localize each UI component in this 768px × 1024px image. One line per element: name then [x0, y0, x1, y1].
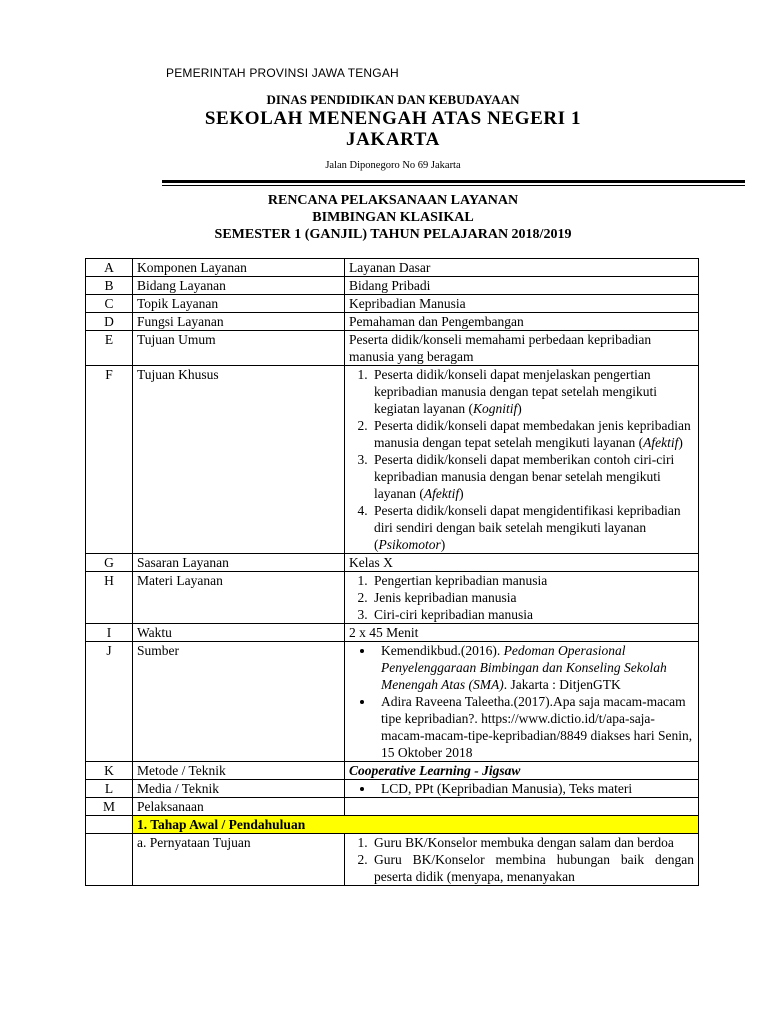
plan-table [85, 258, 699, 886]
letterhead-rule-thin [162, 185, 745, 186]
list-item-domain: Afektif [423, 486, 460, 501]
table-row [86, 313, 699, 331]
list-item: • Adira Raveena Taleetha.(2017).Apa saja macam-macam tipe kepribadian?. https://www.dictio.id/t/apa-saja-macam-macam-tipe-kepribadian/8849 diakses hari Senin, 15 Oktober 2018 [375, 693, 694, 761]
document-title-line2: BIMBINGAN KLASIKAL [312, 210, 474, 225]
row-label: Bidang Layanan [133, 277, 345, 295]
row-value: Pemahaman dan Pengembangan [345, 313, 699, 331]
row-code: B [86, 277, 133, 295]
row-code: D [86, 313, 133, 331]
list-item [371, 366, 694, 417]
row-label: Metode / Teknik [133, 762, 345, 780]
list-item-text: Peserta didik/konseli dapat membedakan jenis kepribadian manusia dengan tepat setelah mengikuti layanan ( [374, 418, 691, 450]
list-item: 1. Pengertian kepribadian manusia [371, 572, 694, 589]
row-value: 2 x 45 Menit [345, 624, 699, 642]
row-code: H [86, 572, 133, 624]
list-item: 3. Ciri-ciri kepribadian manusia [371, 606, 694, 623]
row-label: Tujuan Umum [133, 331, 345, 366]
list-item-text: Peserta didik/konseli dapat menjelaskan pengertian kepribadian manusia dengan tepat setelah mengikuti kegiatan layanan ( [374, 367, 658, 416]
row-code [86, 816, 133, 834]
row-label: Sasaran Layanan [133, 554, 345, 572]
activity-list [349, 834, 694, 885]
objectives-list [349, 366, 694, 553]
row-value: Bidang Pribadi [345, 277, 699, 295]
table-row [86, 295, 699, 313]
list-item [371, 502, 694, 553]
row-value: Layanan Dasar [345, 259, 699, 277]
row-label: Media / Teknik [133, 780, 345, 798]
row-value [345, 834, 699, 886]
row-value [345, 366, 699, 554]
row-code: K [86, 762, 133, 780]
table-row [86, 331, 699, 366]
row-value: Peserta didik/konseli memahami perbedaan kepribadian manusia yang beragam [345, 331, 699, 366]
province-header: PEMERINTAH PROVINSI JAWA TENGAH [166, 66, 399, 80]
row-label: Pelaksanaan [133, 798, 345, 816]
school-name [0, 108, 768, 150]
school-name-line2: JAKARTA [346, 129, 440, 150]
row-code [86, 834, 133, 886]
stage-heading-label: 1. Tahap Awal / Pendahuluan [137, 817, 306, 832]
list-item-tail: ) [440, 537, 446, 552]
media-list [349, 780, 694, 797]
row-value: Cooperative Learning - Jigsaw [345, 762, 699, 780]
list-item-text: Peserta didik/konseli dapat mengidentifikasi kepribadian diri sendiri dengan baik setelah mengikuti layanan ( [374, 503, 681, 552]
row-label: Komponen Layanan [133, 259, 345, 277]
table-row [86, 834, 699, 886]
list-item-tail: ) [459, 486, 464, 501]
row-value: Kelas X [345, 554, 699, 572]
sources-list [349, 642, 694, 761]
table-row [86, 798, 699, 816]
table-row [86, 259, 699, 277]
stage-heading [133, 816, 699, 834]
list-item [371, 451, 694, 502]
row-label: Topik Layanan [133, 295, 345, 313]
row-code: L [86, 780, 133, 798]
row-label: Tujuan Khusus [133, 366, 345, 554]
list-item-text: Peserta didik/konseli dapat memberikan contoh ciri-ciri kepribadian manusia dengan benar setelah mengikuti layanan ( [374, 452, 675, 501]
school-name-line1: SEKOLAH MENENGAH ATAS NEGERI 1 [204, 108, 582, 129]
table-row [86, 572, 699, 624]
list-item: 2. Jenis kepribadian manusia [371, 589, 694, 606]
row-code: E [86, 331, 133, 366]
material-list [349, 572, 694, 623]
source-title: Pedoman Operasional Penyelenggaraan Bimbingan dan Konseling Sekolah Menengah Atas (SMA) [381, 643, 667, 692]
document-title-line1: RENCANA PELAKSANAAN LAYANAN [267, 193, 519, 208]
list-item-domain: Afektif [643, 435, 679, 450]
dinas-header: DINAS PENDIDIKAN DAN KEBUDAYAAN [266, 92, 520, 107]
row-value [345, 798, 699, 816]
row-code: A [86, 259, 133, 277]
school-address: Jalan Diponegoro No 69 Jakarta [325, 160, 461, 171]
source-publisher: . Jakarta : DitjenGTK [503, 677, 621, 692]
list-item [375, 642, 694, 693]
document-title-line3: SEMESTER 1 (GANJIL) TAHUN PELAJARAN 2018/2019 [214, 227, 572, 242]
row-value: Kepribadian Manusia [345, 295, 699, 313]
list-item-domain: Psikomotor [378, 537, 441, 552]
row-label: Fungsi Layanan [133, 313, 345, 331]
row-code: G [86, 554, 133, 572]
row-label: a. Pernyataan Tujuan [133, 834, 345, 886]
list-item [371, 417, 694, 451]
table-row [86, 366, 699, 554]
table-row [86, 624, 699, 642]
row-code: J [86, 642, 133, 762]
table-row [86, 780, 699, 798]
row-value [345, 642, 699, 762]
row-label: Sumber [133, 642, 345, 762]
row-value [345, 572, 699, 624]
list-item: 1. Guru BK/Konselor membuka dengan salam dan berdoa [371, 834, 694, 851]
list-item-tail: ) [678, 435, 683, 450]
row-code: C [86, 295, 133, 313]
row-value [345, 780, 699, 798]
table-row [86, 642, 699, 762]
list-item: 2. Guru BK/Konselor membina hubungan baik dengan peserta didik (menyapa, menanyakan [371, 851, 694, 885]
letterhead-rule-thick [162, 180, 745, 183]
row-code: I [86, 624, 133, 642]
source-author: Kemendikbud.(2016). [381, 643, 504, 658]
row-code: M [86, 798, 133, 816]
table-row [86, 554, 699, 572]
list-item-tail: ) [517, 401, 522, 416]
table-row [86, 816, 699, 834]
row-code: F [86, 366, 133, 554]
table-row [86, 762, 699, 780]
list-item: • LCD, PPt (Kepribadian Manusia), Teks materi [375, 780, 694, 797]
list-item-domain: Kognitif [472, 401, 518, 416]
row-label: Materi Layanan [133, 572, 345, 624]
document-title [0, 192, 768, 243]
row-label: Waktu [133, 624, 345, 642]
table-row [86, 277, 699, 295]
